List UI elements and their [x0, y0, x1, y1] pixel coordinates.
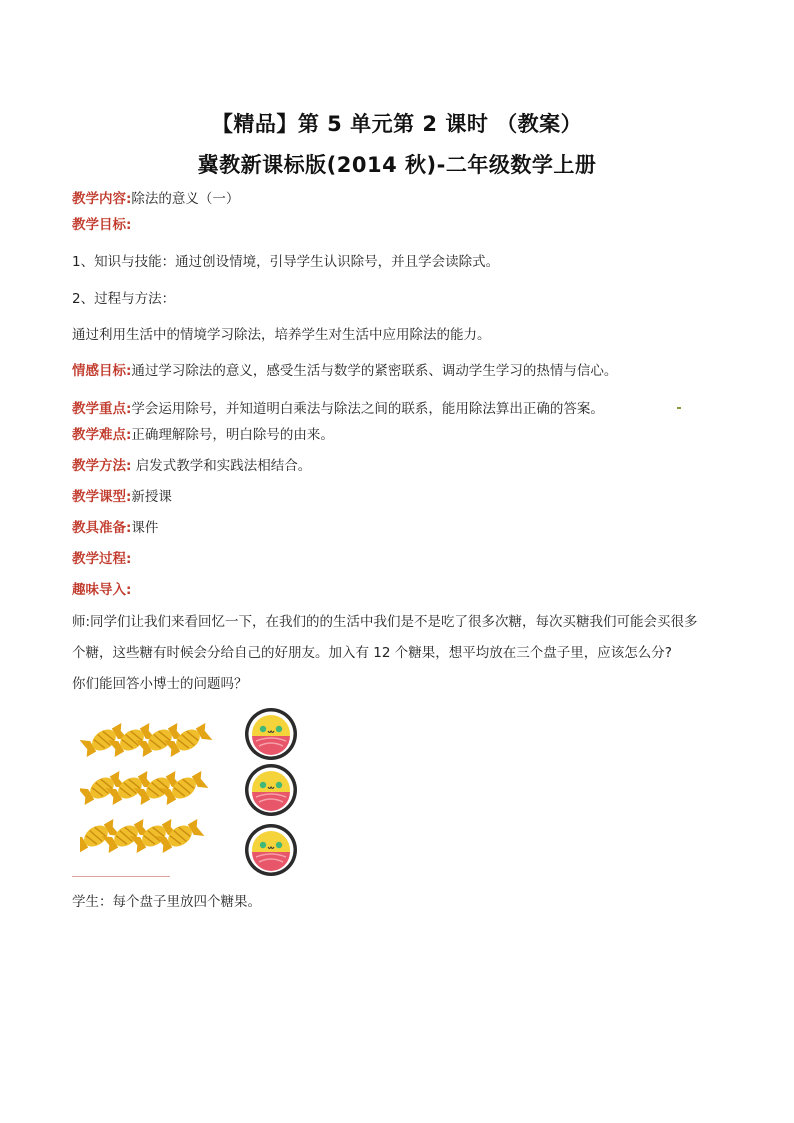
teaching-content [72, 187, 239, 207]
key-point-label: 教学重点: [72, 401, 132, 417]
illustration-svg [80, 700, 310, 880]
teaching-method-label: 教学方法: [72, 458, 132, 474]
smiley-plate-icon [245, 764, 297, 816]
emotion-goal [72, 359, 617, 379]
smiley-plate-icon [245, 824, 297, 876]
lesson-type-value: 新授课 [131, 489, 172, 505]
candy-group [80, 715, 216, 861]
fun-intro-label: 趣味导入: [72, 582, 132, 598]
plate-group [245, 708, 297, 876]
goal-process: 2、过程与方法： [72, 291, 176, 307]
emotion-goal-value: 通过学习除法的意义，感受生活与数学的紧密联系、调动学生学习的热情与信心。 [131, 363, 618, 379]
teaching-goals-heading: 教学目标: [72, 217, 132, 233]
document-subtitle: 冀教新课标版(2014 秋)-二年级数学上册 [197, 153, 597, 177]
emotion-goal-label: 情感目标: [72, 363, 132, 379]
teaching-method [72, 454, 311, 474]
teaching-tools-value: 课件 [131, 520, 159, 536]
difficulty-label: 教学难点: [72, 427, 132, 443]
teaching-method-value: 启发式教学和实践法相结合。 [131, 458, 312, 474]
smiley-plate-icon [245, 708, 297, 760]
teaching-process [72, 547, 131, 567]
lesson-type [72, 485, 172, 505]
question: 你们能回答小博士的问题吗？ [72, 676, 248, 692]
teaching-tools-label: 教具准备: [72, 520, 132, 536]
teaching-content-label: 教学内容: [72, 191, 132, 207]
fun-intro [72, 578, 131, 598]
key-point [72, 397, 604, 417]
teaching-goals-label [72, 213, 131, 233]
candy-division-illustration [80, 700, 310, 880]
difficulty-value: 正确理解除号，明白除号的由来。 [131, 427, 334, 443]
teacher-speech-2: 个糖，这些糖有时候会分给自己的好朋友。加入有 12 个糖果，想平均放在三个盘子里，应该怎么分? [72, 645, 672, 661]
lesson-type-label: 教学课型: [72, 489, 132, 505]
goal-process-text: 通过利用生活中的情境学习除法，培养学生对生活中应用除法的能力。 [72, 327, 491, 343]
divider-line [72, 876, 170, 877]
document-title: 【精品】第 5 单元第 2 课时 （教案） [211, 112, 583, 136]
teaching-tools [72, 516, 158, 536]
teaching-content-value: 除法的意义（一） [131, 191, 240, 207]
difficulty [72, 423, 334, 443]
teaching-process-label: 教学过程: [72, 551, 132, 567]
student-answer: 学生：每个盘子里放四个糖果。 [72, 894, 261, 910]
stray-mark [677, 407, 681, 409]
teacher-speech-1: 师:同学们让我们来看回忆一下，在我们的的生活中我们是不是吃了很多次糖，每次买糖我们可能会买很多 [72, 614, 698, 630]
goal-knowledge: 1、知识与技能：通过创设情境，引导学生认识除号，并且学会读除式。 [72, 254, 500, 270]
key-point-value: 学会运用除号，并知道明白乘法与除法之间的联系，能用除法算出正确的答案。 [131, 401, 604, 417]
